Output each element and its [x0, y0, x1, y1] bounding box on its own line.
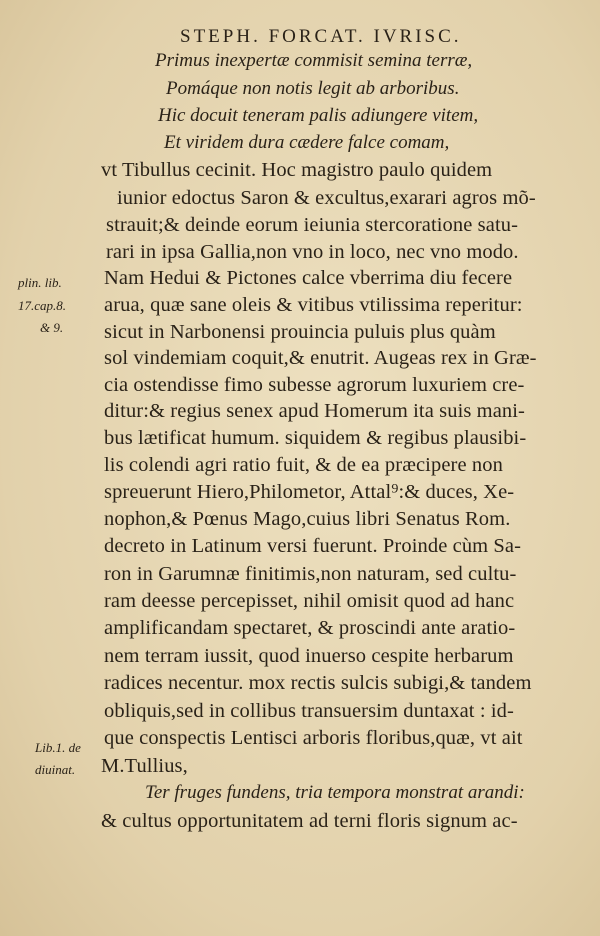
- verse-line: Pomáque non notis legit ab arboribus.: [166, 78, 460, 99]
- body-text-line: spreuerunt Hiero,Philometor, Attal⁹:& duces, Xe-: [104, 481, 515, 503]
- body-text-line: que conspectis Lentisci arboris floribus,quæ, vt ait: [104, 727, 523, 749]
- body-text-line: cia ostendisse fimo subesse agrorum luxuriem cre-: [104, 374, 525, 396]
- body-text-line: nem terram iussit, quod inuerso cespite herbarum: [104, 645, 514, 667]
- body-text-line: radices necentur. mox rectis sulcis subigi,& tandem: [104, 672, 532, 694]
- margin-note: Lib.1. de: [35, 740, 81, 755]
- body-text-line: lis colendi agri ratio fuit, & de ea præcipere non: [104, 454, 503, 476]
- body-text-line: iunior edoctus Saron & excultus,exarari agros mõ-: [117, 187, 536, 209]
- body-text-line: obliquis,sed in collibus transuersim duntaxat : id-: [104, 700, 514, 722]
- body-text-line: strauit;& deinde eorum ieiunia stercoratione satu-: [106, 214, 519, 236]
- margin-note: 17.cap.8.: [18, 298, 67, 313]
- body-text-line: rari in ipsa Gallia,non vno in loco, nec vno modo.: [106, 241, 519, 263]
- body-text-line: vt Tibullus cecinit. Hoc magistro paulo quidem: [101, 159, 493, 181]
- verse-line: Ter fruges fundens, tria tempora monstrat arandi:: [145, 782, 525, 803]
- body-text-line: nophon,& Pœnus Mago,cuius libri Senatus Rom.: [104, 508, 511, 530]
- body-text-line: arua, quæ sane oleis & vitibus vtilissima reperitur:: [104, 294, 523, 316]
- verse-line: Primus inexpertæ commisit semina terræ,: [155, 50, 473, 71]
- margin-note: diuinat.: [35, 762, 76, 777]
- body-text-line: amplificandam spectaret, & proscindi ante aratio-: [104, 617, 516, 639]
- margin-note: plin. lib.: [18, 275, 62, 290]
- running-header: STEPH. FORCAT. IVRISC.: [180, 26, 462, 47]
- body-text-line: ram deesse percepisset, nihil omisit quod ad hanc: [104, 590, 515, 612]
- margin-note: & 9.: [40, 320, 64, 335]
- body-text-line: M.Tullius,: [101, 755, 188, 777]
- body-text-line: & cultus opportunitatem ad terni floris signum ac-: [101, 810, 518, 832]
- body-text-line: bus lætificat humum. siquidem & regibus plausibi-: [104, 427, 527, 449]
- verse-line: Hic docuit teneram palis adiungere vitem,: [158, 105, 479, 126]
- body-text-line: Nam Hedui & Pictones calce vberrima diu fecere: [104, 267, 513, 289]
- body-text-line: ditur:& regius senex apud Homerum ita suis mani-: [104, 400, 525, 422]
- body-text-line: sicut in Narbonensi prouincia puluis plus quàm: [104, 321, 496, 343]
- body-text-line: sol vindemiam coquit,& enutrit. Augeas rex in Græ-: [104, 347, 537, 369]
- verse-line: Et viridem dura cædere falce comam,: [164, 132, 450, 153]
- body-text-line: decreto in Latinum versi fuerunt. Proinde cùm Sa-: [104, 535, 522, 557]
- body-text-line: ron in Garumnæ finitimis,non naturam, sed cultu-: [104, 563, 517, 585]
